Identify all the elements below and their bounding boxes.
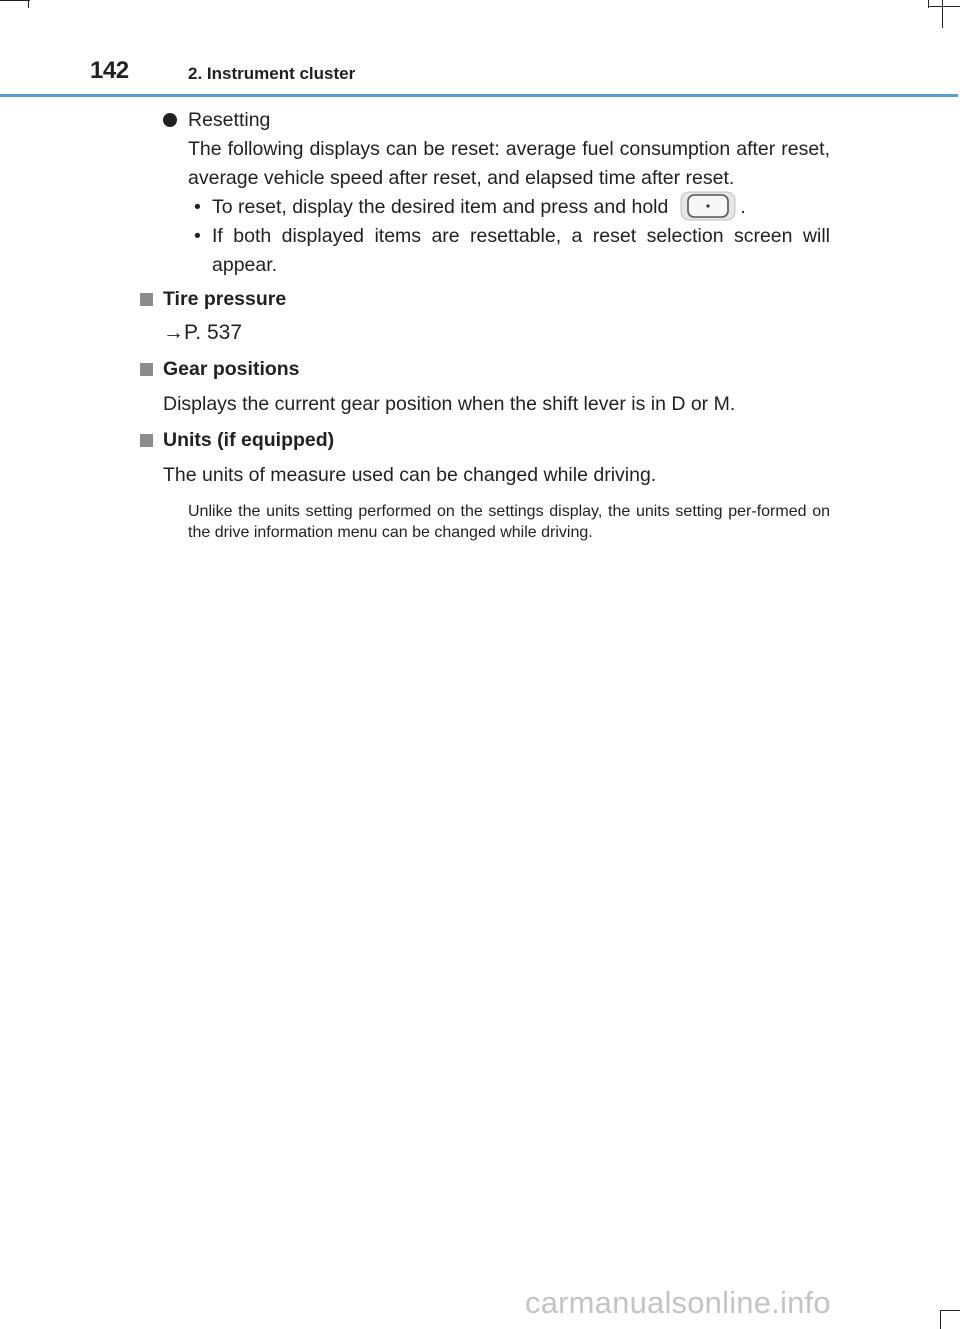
- crop-mark: [940, 1310, 960, 1311]
- resetting-paragraph: The following displays can be reset: average fuel consumption after reset, average vehicle speed after reset, and elapsed time after reset.: [188, 138, 830, 189]
- steering-switch-button-icon: [680, 191, 736, 221]
- crop-mark: [0, 0, 30, 1]
- crop-mark: [940, 1310, 941, 1329]
- gear-positions-text: Displays the current gear position when the shift lever is in D or M.: [163, 393, 736, 415]
- crop-mark: [28, 0, 29, 8]
- header-rule: [0, 94, 958, 97]
- sub-item-period: .: [740, 196, 746, 219]
- page-header: [0, 55, 960, 99]
- sub-item-text-wrap: [212, 193, 830, 223]
- heading-square-icon: [140, 293, 153, 306]
- bullet-dot-icon: [163, 113, 177, 127]
- page-reference-link[interactable]: →P. 537: [163, 321, 243, 344]
- sub-item-marker: •: [194, 196, 201, 218]
- section-title: 2. Instrument cluster: [188, 64, 356, 83]
- crop-mark: [942, 0, 943, 28]
- heading-text: Units (if equipped): [163, 429, 335, 451]
- resetting-title: Resetting: [188, 109, 271, 131]
- sub-item-marker: •: [194, 225, 201, 247]
- heading-square-icon: [140, 363, 153, 376]
- heading-square-icon: [140, 434, 153, 447]
- units-text: The units of measure used can be changed while driving.: [163, 464, 657, 486]
- watermark: carmanualsonline.info: [525, 1285, 831, 1320]
- page-number: 142: [90, 57, 129, 84]
- sub-item-text: To reset, display the desired item and press and hold: [212, 196, 669, 219]
- heading-text: Tire pressure: [163, 288, 287, 310]
- units-note: Unlike the units setting performed on the settings display, the units setting per-formed on the drive information menu can be changed while driving.: [188, 503, 830, 541]
- heading-text: Gear positions: [163, 358, 300, 380]
- crop-mark: [928, 6, 960, 7]
- sub-item-text: If both displayed items are resettable, a reset selection screen will appear.: [212, 225, 830, 276]
